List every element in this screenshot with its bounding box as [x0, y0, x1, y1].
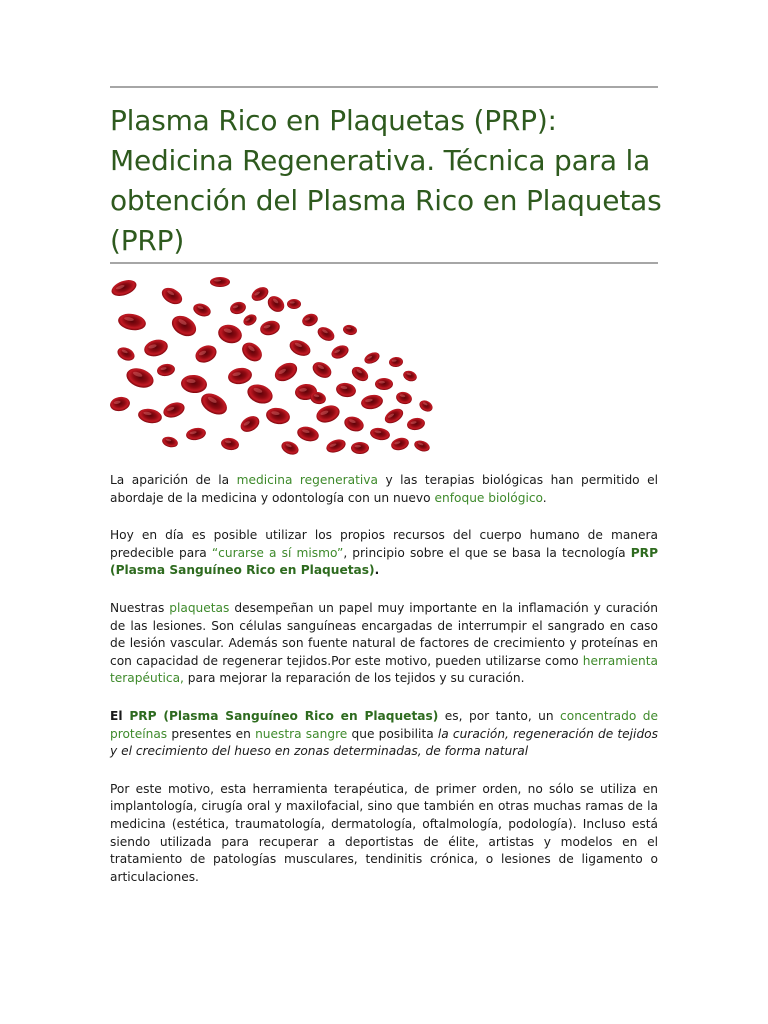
blood-cell — [314, 402, 342, 425]
blood-cell — [272, 359, 301, 385]
blood-cell — [382, 406, 405, 426]
blood-cell — [229, 300, 248, 316]
blood-cell — [180, 374, 207, 394]
blood-cell — [238, 413, 262, 435]
blood-cell — [115, 345, 136, 363]
blood-cell — [156, 363, 176, 378]
red-blood-cells-image — [110, 274, 440, 460]
blood-cell — [287, 299, 301, 309]
blood-cell — [110, 395, 131, 412]
blood-cell — [310, 359, 334, 381]
text: Por este motivo, esta herramienta terapéutica, de primer orden, no sólo se utiliza en implantología, cirugía oral y maxilofacial, sino que también en otras muchas ramas de la medicina (estética, traumatología, dermatología, oftalmología, podología). Incluso está siendo utilizada para recuperar a deportistas de élite, artistas y modelos en el tratamiento de patologías musculares, tendinitis crónica, o lesiones de ligamento o articulaciones. — [110, 781, 658, 884]
blood-cell — [245, 381, 276, 407]
paragraph-intro — [110, 472, 658, 507]
link-medicina-regenerativa[interactable]: medicina regenerativa — [236, 473, 378, 487]
blood-cell — [197, 389, 230, 419]
blood-cell — [360, 393, 384, 411]
blood-cell — [363, 350, 382, 366]
text: es, por tanto, un — [438, 708, 561, 723]
link-herramienta-terapeutica[interactable]: herramienta terapéutica, — [110, 653, 658, 686]
page-title: Plasma Rico en Plaquetas (PRP): Medicina Regenerativa. Técnica para la obtención del Plasma Rico en Plaquetas (PRP) — [110, 104, 662, 257]
blood-cell — [193, 342, 220, 366]
text: y las terapias biológicas han permitido el abordaje de la medicina y odontología con un nuevo — [110, 473, 659, 505]
blood-cell — [351, 442, 369, 454]
blood-cell — [413, 439, 431, 454]
blood-cell — [124, 365, 156, 391]
link-curarse-a-si-mismo[interactable]: “curarse a sí mismo” — [211, 545, 344, 560]
blood-cell — [241, 312, 258, 328]
text: Nuestras — [110, 600, 170, 615]
blood-cell — [210, 277, 230, 287]
text: El — [110, 708, 130, 723]
blood-cell — [296, 424, 321, 443]
blood-cell — [342, 324, 358, 336]
text: La aparición de la — [110, 473, 237, 487]
top-divider — [110, 86, 658, 88]
title-divider — [110, 262, 658, 264]
blood-cell — [227, 366, 253, 386]
blood-cell — [315, 324, 337, 343]
link-concentrado-de-proteinas[interactable]: concentrado de proteínas — [110, 708, 658, 741]
blood-cell — [287, 337, 313, 359]
blood-cell — [142, 337, 169, 359]
blood-cell — [342, 414, 366, 434]
text: . — [542, 490, 547, 505]
text: desempeñan un papel muy importante en la inflamación y curación de las lesiones. Son células sanguíneas encargadas de interrumpir el sangrado en caso de lesión vascular. Además son fuente natural de factores de crecimiento y proteínas en con capacidad de regenerar tejidos.Por este motivo, pueden utilizarse como — [110, 600, 658, 668]
blood-cell — [265, 293, 288, 315]
blood-cell — [406, 417, 426, 432]
blood-cell — [390, 436, 410, 452]
paragraph-plaquetas — [110, 600, 658, 688]
blood-cell — [329, 343, 350, 361]
blood-cell — [137, 407, 163, 425]
blood-cell — [117, 312, 147, 333]
blood-cell-highlight — [290, 301, 295, 303]
link-enfoque-biologico[interactable]: enfoque biológico — [434, 490, 543, 505]
text: presentes en — [167, 726, 256, 741]
link-nuestra-sangre[interactable]: nuestra sangre — [255, 726, 348, 741]
paragraph-recursos — [110, 527, 658, 580]
italic-text: la curación, regeneración de tejidos y el crecimiento del hueso en zonas determinadas, de forma natural — [110, 726, 658, 759]
link-plaquetas[interactable]: plaquetas — [169, 600, 230, 615]
blood-cell — [325, 437, 348, 455]
paragraph-prp — [110, 708, 658, 761]
blood-cell — [279, 439, 300, 457]
blood-cell — [159, 284, 185, 307]
blood-cell — [238, 339, 265, 365]
paragraph-aplicaciones — [110, 781, 658, 887]
blood-cell — [161, 400, 186, 421]
blood-cell — [216, 322, 244, 346]
strong-prp: PRP (Plasma Sanguíneo Rico en Plaquetas) — [110, 545, 658, 578]
blood-cell — [300, 312, 319, 329]
blood-cell — [265, 406, 291, 426]
blood-cell-highlight — [214, 279, 221, 281]
text: para mejorar la reparación de los tejidos y su curación. — [183, 671, 525, 686]
text: Hoy en día es posible utilizar los propios recursos del cuerpo humano de manera predecible para — [110, 528, 658, 560]
blood-cell — [369, 426, 391, 441]
blood-cell-highlight — [379, 381, 385, 384]
blood-cell — [249, 284, 271, 303]
blood-cell — [402, 369, 419, 383]
blood-cell — [168, 312, 200, 341]
text: , principio sobre el que se basa la tecnología — [343, 545, 631, 560]
blood-cell — [349, 364, 371, 384]
blood-cell — [185, 426, 207, 441]
text: . — [374, 563, 380, 578]
blood-cell — [110, 277, 139, 299]
text: que posibilita — [347, 726, 438, 741]
blood-cell — [335, 381, 357, 398]
blood-cell — [191, 301, 212, 318]
blood-cell — [220, 437, 240, 452]
blood-cell — [375, 378, 393, 390]
blood-cell — [417, 398, 434, 414]
strong-prp: PRP (Plasma Sanguíneo Rico en Plaquetas) — [129, 708, 439, 723]
blood-cell — [259, 319, 282, 338]
article-body — [110, 472, 658, 906]
blood-cell-highlight — [355, 445, 361, 448]
blood-cell — [161, 435, 179, 449]
blood-cell — [389, 356, 404, 367]
blood-cell — [395, 390, 414, 406]
